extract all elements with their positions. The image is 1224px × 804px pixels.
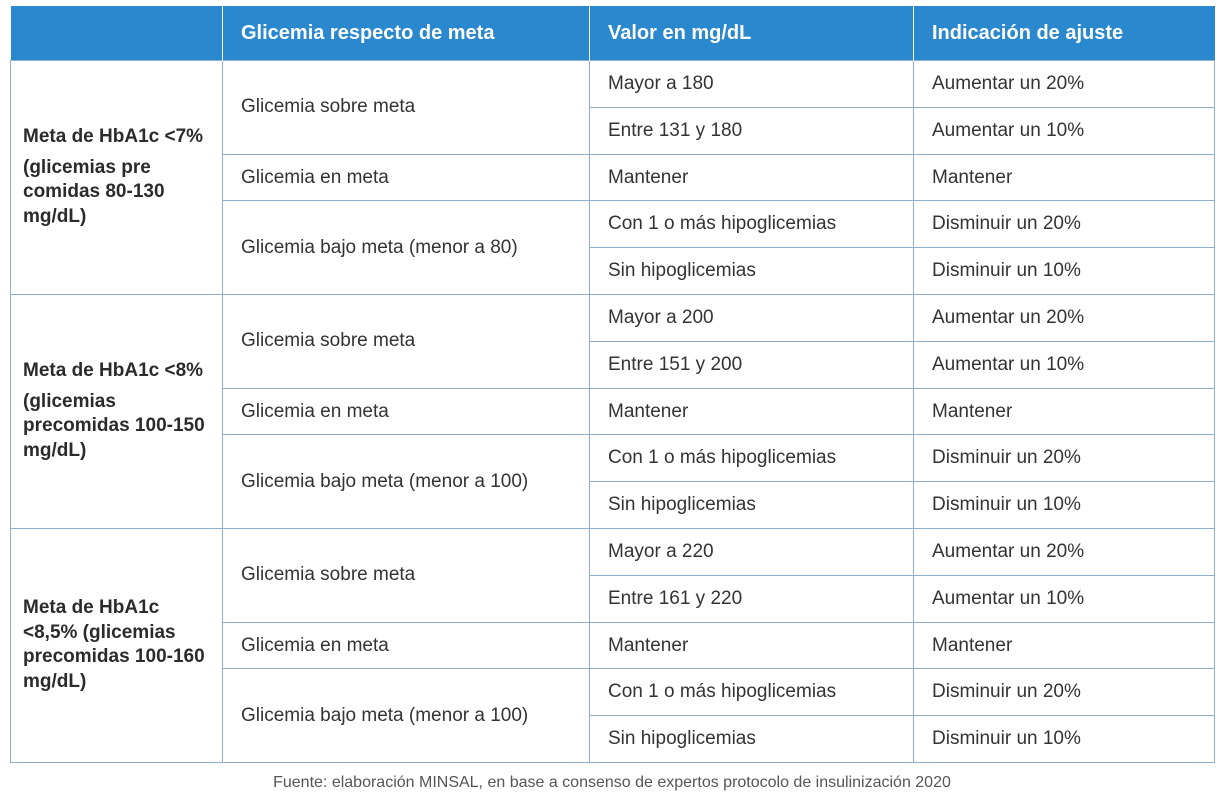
insulin-adjustment-table <box>10 6 1215 763</box>
glicemia-bajo-cell: Glicemia bajo meta (menor a 100) <box>223 669 590 763</box>
valor-cell: Con 1 o más hipoglicemias <box>590 201 914 248</box>
table-row <box>11 528 1215 575</box>
glicemia-en-cell: Glicemia en meta <box>223 388 590 435</box>
ajuste-cell: Aumentar un 10% <box>914 341 1215 388</box>
ajuste-cell: Aumentar un 10% <box>914 575 1215 622</box>
ajuste-cell: Aumentar un 20% <box>914 294 1215 341</box>
ajuste-cell: Disminuir un 10% <box>914 248 1215 295</box>
table-header-row <box>11 6 1215 61</box>
header-valor-column: Valor en mg/dL <box>590 6 914 61</box>
ajuste-cell: Aumentar un 10% <box>914 107 1215 154</box>
ajuste-cell: Disminuir un 20% <box>914 201 1215 248</box>
ajuste-cell: Aumentar un 20% <box>914 528 1215 575</box>
valor-cell: Con 1 o más hipoglicemias <box>590 669 914 716</box>
group-section <box>11 294 1215 528</box>
glicemia-en-cell: Glicemia en meta <box>223 622 590 669</box>
group-label <box>11 61 223 295</box>
table-row <box>11 61 1215 108</box>
valor-cell: Mantener <box>590 154 914 201</box>
ajuste-cell: Disminuir un 10% <box>914 482 1215 529</box>
group-title: Meta de HbA1c <7% <box>23 126 204 148</box>
valor-cell: Entre 161 y 220 <box>590 575 914 622</box>
valor-cell: Sin hipoglicemias <box>590 716 914 763</box>
group-title: Meta de HbA1c <8% <box>23 360 204 382</box>
header-group-column <box>11 6 223 61</box>
group-section <box>11 61 1215 295</box>
group-subtitle: (glicemias pre comidas 80-130 mg/dL) <box>23 156 165 228</box>
valor-cell: Mayor a 200 <box>590 294 914 341</box>
ajuste-cell: Mantener <box>914 622 1215 669</box>
valor-cell: Sin hipoglicemias <box>590 248 914 295</box>
group-label <box>11 294 223 528</box>
glicemia-sobre-cell: Glicemia sobre meta <box>223 294 590 388</box>
ajuste-cell: Disminuir un 20% <box>914 435 1215 482</box>
ajuste-cell: Mantener <box>914 388 1215 435</box>
ajuste-cell: Disminuir un 10% <box>914 716 1215 763</box>
source-footnote: Fuente: elaboración MINSAL, en base a consenso de expertos protocolo de insulinización 2020 <box>273 774 951 791</box>
group-label <box>11 528 223 762</box>
header-glicemia-column: Glicemia respecto de meta <box>223 6 590 61</box>
glicemia-sobre-cell: Glicemia sobre meta <box>223 61 590 155</box>
ajuste-cell: Aumentar un 20% <box>914 61 1215 108</box>
header-ajuste-column: Indicación de ajuste <box>914 6 1215 61</box>
ajuste-cell: Mantener <box>914 154 1215 201</box>
glicemia-sobre-cell: Glicemia sobre meta <box>223 528 590 622</box>
table-row <box>11 294 1215 341</box>
valor-cell: Con 1 o más hipoglicemias <box>590 435 914 482</box>
glicemia-en-cell: Glicemia en meta <box>223 154 590 201</box>
valor-cell: Entre 131 y 180 <box>590 107 914 154</box>
group-title: Meta de HbA1c <8,5% (glicemias precomidas 100-160 mg/dL) <box>23 597 205 693</box>
glicemia-bajo-cell: Glicemia bajo meta (menor a 80) <box>223 201 590 295</box>
ajuste-cell: Disminuir un 20% <box>914 669 1215 716</box>
group-section <box>11 528 1215 762</box>
valor-cell: Mantener <box>590 622 914 669</box>
group-subtitle: (glicemias precomidas 100-150 mg/dL) <box>23 390 205 462</box>
glicemia-bajo-cell: Glicemia bajo meta (menor a 100) <box>223 435 590 529</box>
valor-cell: Mayor a 180 <box>590 61 914 108</box>
valor-cell: Sin hipoglicemias <box>590 482 914 529</box>
valor-cell: Entre 151 y 200 <box>590 341 914 388</box>
valor-cell: Mayor a 220 <box>590 528 914 575</box>
valor-cell: Mantener <box>590 388 914 435</box>
